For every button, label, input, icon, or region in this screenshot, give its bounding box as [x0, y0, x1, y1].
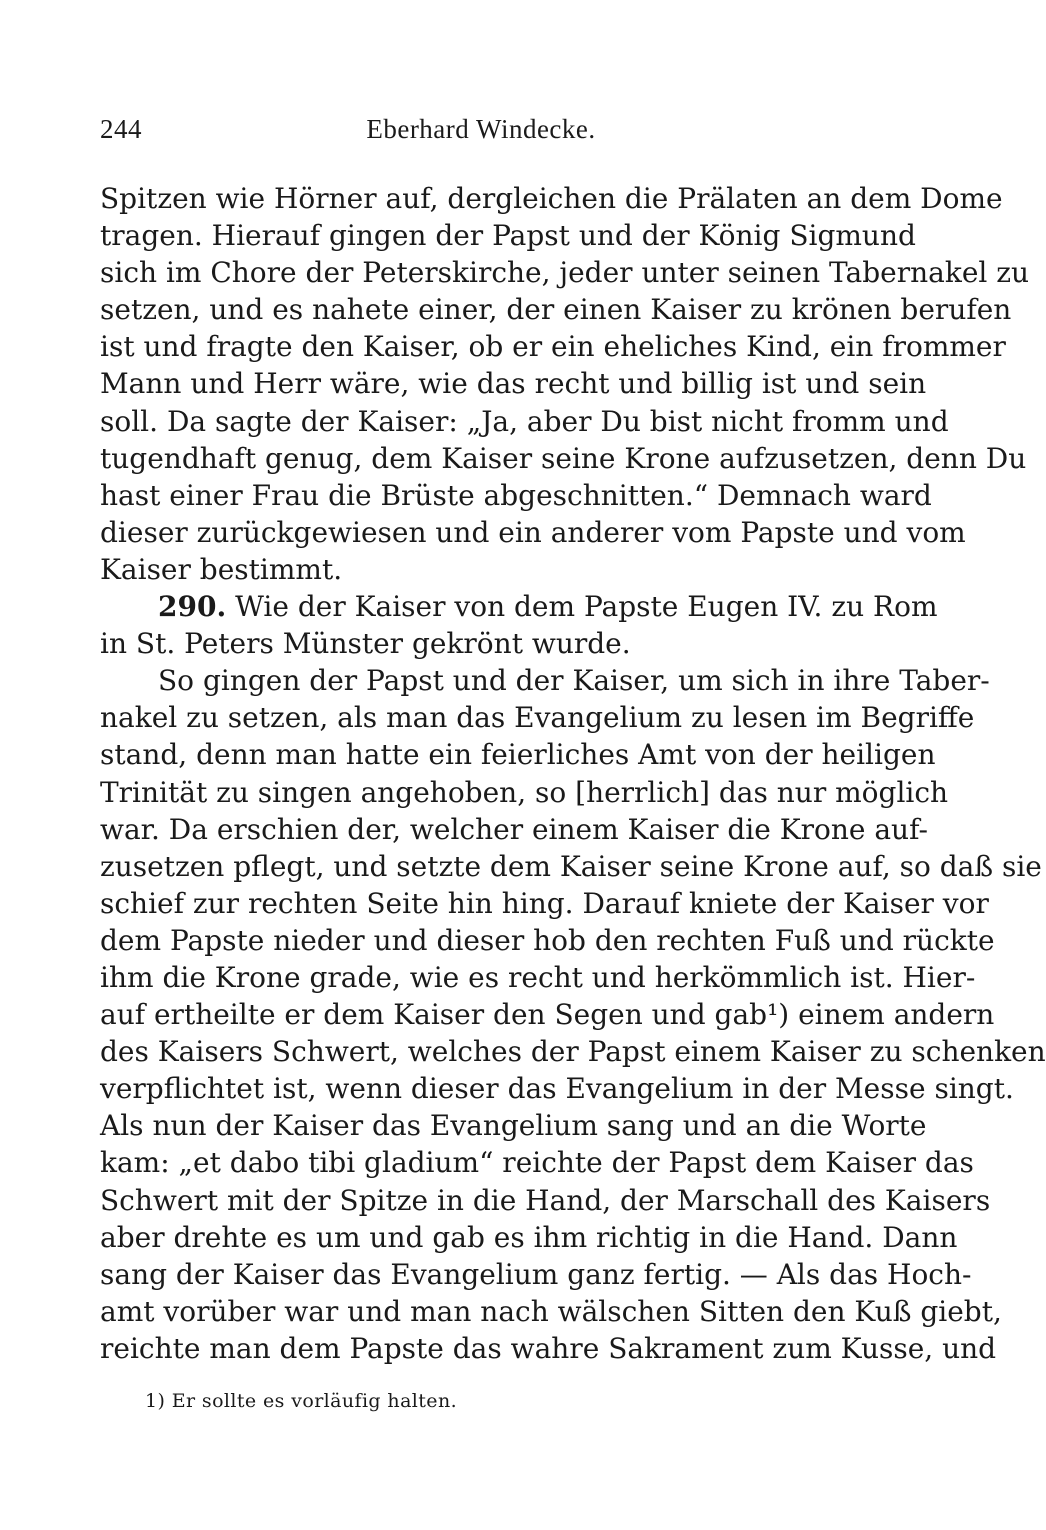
running-title: Eberhard Windecke.: [366, 114, 596, 144]
text-line: sich im Chore der Peterskirche, jeder unter seinen Tabernakel zu: [100, 256, 1030, 290]
text-line: hast einer Frau die Brüste abgeschnitten.“ Demnach ward: [100, 478, 932, 512]
section-title-line-1: Wie der Kaiser von dem Papste Eugen IV. zu Rom: [235, 590, 938, 624]
body-text: [100, 180, 1046, 1367]
section-heading: [100, 588, 938, 625]
text-line: setzen, und es nahete einer, der einen Kaiser zu krönen berufen: [100, 293, 1012, 327]
paragraph-line: aber drehte es um und gab es ihm richtig in die Hand. Dann: [100, 1220, 958, 1254]
text-line: Spitzen wie Hörner auf, dergleichen die Prälaten an dem Dome: [100, 182, 1003, 215]
text-line: tugendhaft genug, dem Kaiser seine Krone aufzusetzen, denn Du: [100, 441, 1027, 475]
text-line: Kaiser bestimmt.: [100, 552, 343, 586]
page-number: 244: [100, 114, 142, 144]
paragraph-line: zusetzen pflegt, und setzte dem Kaiser seine Krone auf, so daß sie: [100, 849, 1042, 883]
page-header: [100, 114, 862, 154]
paragraph-line: ihm die Krone grade, wie es recht und herkömmlich ist. Hier-: [100, 960, 976, 994]
footnote: 1) Er sollte es vorläufig halten.: [145, 1390, 458, 1412]
paragraph-line: nakel zu setzen, als man das Evangelium zu lesen im Begriffe: [100, 701, 975, 735]
paragraph-line: amt vorüber war und man nach wälschen Sitten den Kuß giebt,: [100, 1294, 1002, 1328]
paragraph-line: stand, denn man hatte ein feierliches Amt von der heiligen: [100, 738, 936, 772]
paragraph-line: war. Da erschien der, welcher einem Kaiser die Krone auf-: [100, 812, 928, 846]
paragraph-line: sang der Kaiser das Evangelium ganz fertig. — Als das Hoch-: [100, 1257, 972, 1291]
text-line: tragen. Hierauf gingen der Papst und der König Sigmund: [100, 219, 916, 253]
text-line: dieser zurückgewiesen und ein anderer vom Papste und vom: [100, 515, 966, 549]
paragraph-line: kam: „et dabo tibi gladium“ reichte der Papst dem Kaiser das: [100, 1146, 974, 1180]
text-line: ist und fragte den Kaiser, ob er ein eheliches Kind, ein frommer: [100, 330, 1006, 364]
section-number: 290.: [158, 590, 227, 624]
paragraph-line: So gingen der Papst und der Kaiser, um sich in ihre Taber-: [158, 664, 990, 698]
paragraph-line: auf ertheilte er dem Kaiser den Segen und gab¹) einem andern: [100, 998, 995, 1032]
text-line: Mann und Herr wäre, wie das recht und billig ist und sein: [100, 367, 927, 401]
paragraph-line: schief zur rechten Seite hin hing. Darauf kniete der Kaiser vor: [100, 886, 989, 920]
paragraph-line: dem Papste nieder und dieser hob den rechten Fuß und rückte: [100, 923, 995, 957]
paragraph-line: des Kaisers Schwert, welches der Papst einem Kaiser zu schenken: [100, 1035, 1046, 1069]
paragraph-line: Trinität zu singen angehoben, so [herrlich] das nur möglich: [100, 775, 949, 809]
text-line: soll. Da sagte der Kaiser: „Ja, aber Du bist nicht fromm und: [100, 404, 949, 438]
paragraph-line: Schwert mit der Spitze in die Hand, der Marschall des Kaisers: [100, 1183, 991, 1217]
paragraph-line: verpflichtet ist, wenn dieser das Evangelium in der Messe singt.: [100, 1072, 1014, 1106]
section-title-line-2: in St. Peters Münster gekrönt wurde.: [100, 627, 631, 661]
paragraph-line: Als nun der Kaiser das Evangelium sang und an die Worte: [100, 1109, 927, 1143]
paragraph-line: reichte man dem Papste das wahre Sakrament zum Kusse, und: [100, 1331, 997, 1365]
